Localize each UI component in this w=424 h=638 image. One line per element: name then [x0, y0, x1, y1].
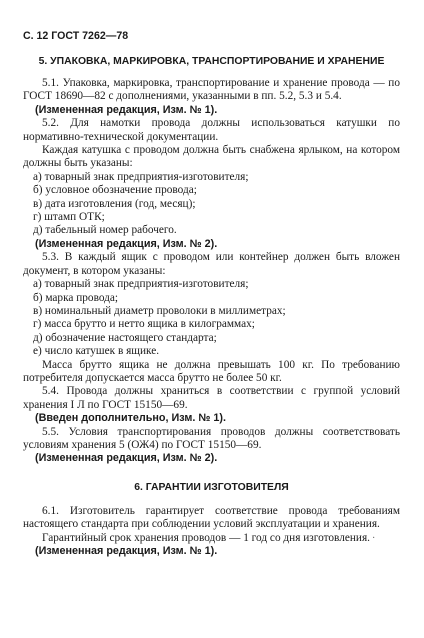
print-speck: ·	[372, 533, 376, 544]
list-item: д) табельный номер рабочего.	[33, 224, 177, 237]
paragraph-6-1: 6.1. Изготовитель гарантирует соответствие провода требованиям настоящего стандарта при соблюдении условий эксплуатации и хранения.	[23, 504, 400, 531]
page-header: С. 12 ГОСТ 7262—78	[23, 30, 129, 42]
list-item: в) дата изготовления (год, месяц);	[33, 197, 196, 210]
list-item: в) номинальный диаметр проволоки в миллиметрах;	[33, 304, 286, 317]
list-item: а) товарный знак предприятия-изготовителя;	[33, 278, 249, 291]
edition-note-4: (Измененная редакция, Изм. № 2).	[35, 452, 218, 465]
list-item: г) масса брутто и нетто ящика в килограммах;	[33, 318, 255, 331]
paragraph-5-1: 5.1. Упаковка, маркировка, транспортирование и хранение провода — по ГОСТ 18690—82 с дополнениями, указанными в пп. 5.2, 5.3 и 5.4.	[23, 77, 400, 103]
list-item: а) товарный знак предприятия-изготовителя;	[33, 170, 249, 183]
paragraph-5-2: 5.2. Для намотки провода должны использоваться катушки по нормативно-технической документации.	[23, 117, 400, 143]
paragraph-5-2-label: Каждая катушка с проводом должна быть снабжена ярлыком, на котором должны быть указаны:	[23, 144, 400, 170]
list-item: е) число катушек в ящике.	[33, 345, 160, 358]
paragraph-5-4: 5.4. Провода должны храниться в соответствии с группой условий хранения I Л по ГОСТ 15150—69.	[23, 385, 400, 411]
section-5-title: 5. УПАКОВКА, МАРКИРОВКА, ТРАНСПОРТИРОВАНИЕ И ХРАНЕНИЕ	[38, 56, 385, 67]
paragraph-5-3-mass: Масса брутто ящика не должна превышать 100 кг. По требованию потребителя допускается масса брутто не более 50 кг.	[23, 358, 400, 384]
paragraph-5-3: 5.3. В каждый ящик с проводом или контейнер должен быть вложен документ, в котором указаны:	[23, 251, 400, 277]
list-item: б) условное обозначение провода;	[33, 184, 197, 197]
list-item: б) марка провода;	[33, 291, 119, 304]
edition-note-3: (Введен дополнительно, Изм. № 1).	[35, 412, 226, 425]
list-item: г) штамп ОТК;	[33, 211, 105, 224]
edition-note-1: (Измененная редакция, Изм. № 1).	[35, 103, 218, 116]
paragraph-5-5: 5.5. Условия транспортирования проводов должны соответствовать условиям хранения 5 (ОЖ4) по ГОСТ 15150—69.	[23, 425, 400, 451]
paragraph-6-1-warranty: Гарантийный срок хранения проводов — 1 год со дня изготовления.	[42, 531, 370, 544]
edition-note-5: (Измененная редакция, Изм. № 1).	[35, 545, 218, 557]
section-6-title: 6. ГАРАНТИИ ИЗГОТОВИТЕЛЯ	[134, 481, 289, 493]
edition-note-2: (Измененная редакция, Изм. № 2).	[35, 237, 218, 250]
list-item: д) обозначение настоящего стандарта;	[33, 331, 217, 344]
